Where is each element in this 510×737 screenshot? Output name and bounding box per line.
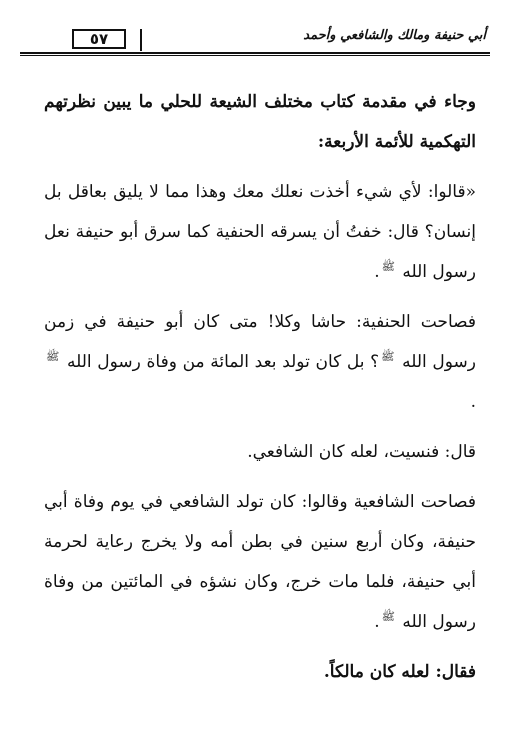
paragraph-quote-start [44,172,476,292]
paragraph-text: قال: فنسيت، لعله كان الشافعي. [247,442,476,462]
header-rule [20,52,490,54]
paragraph-forgot [44,432,476,472]
paragraph-hanafi-reply [44,302,476,422]
period: . [374,612,380,632]
header-rule-thin [20,55,490,56]
paragraph-malik [44,652,476,692]
paragraph-text: فصاحت الشافعية وقالوا: كان تولد الشافعي في يوم وفاة أبي حنيفة، وكان أربع سنين في بطن أمه ولا يخرج رعاية لحرمة أبي حنيفة، فلما مات خرج، وكان نشؤه في المائتين من وفاة رسول الله [44,492,476,632]
salawat-symbol: ﷺ [381,610,395,624]
paragraph-text-cont: ؟ بل كان تولد بعد المائة من وفاة رسول الله [66,352,380,372]
paragraph-shafii-reply [44,482,476,642]
page-number: ٥٧ [72,29,126,49]
running-title: أبي حنيفة ومالك والشافعي وأحمد [303,28,486,43]
paragraph-text: وجاء في مقدمة كتاب مختلف الشيعة للحلي ما يبين نظرتهم التهكمية للأئمة الأربعة: [44,92,476,152]
paragraph-text: فقال: لعله كان مالكاً. [323,662,476,682]
period: . [470,392,476,412]
paragraph-text: فصاحت الحنفية: حاشا وكلا! متى كان أبو حنيفة في زمن رسول الله [44,312,476,372]
period: . [374,262,380,282]
running-header [20,26,490,54]
header-divider [140,29,143,51]
paragraph-text: «قالوا: لأي شيء أخذت نعلك معك وهذا مما لا يليق بعاقل بل إنسان؟ قال: خفتُ أن يسرقه الحنفية كما سرق أبو حنيفة نعل رسول الله [44,182,476,282]
salawat-symbol: ﷺ [381,350,395,364]
page-body [44,82,476,702]
salawat-symbol: ﷺ [381,260,395,274]
paragraph-intro [44,82,476,162]
salawat-symbol: ﷺ [46,350,60,364]
